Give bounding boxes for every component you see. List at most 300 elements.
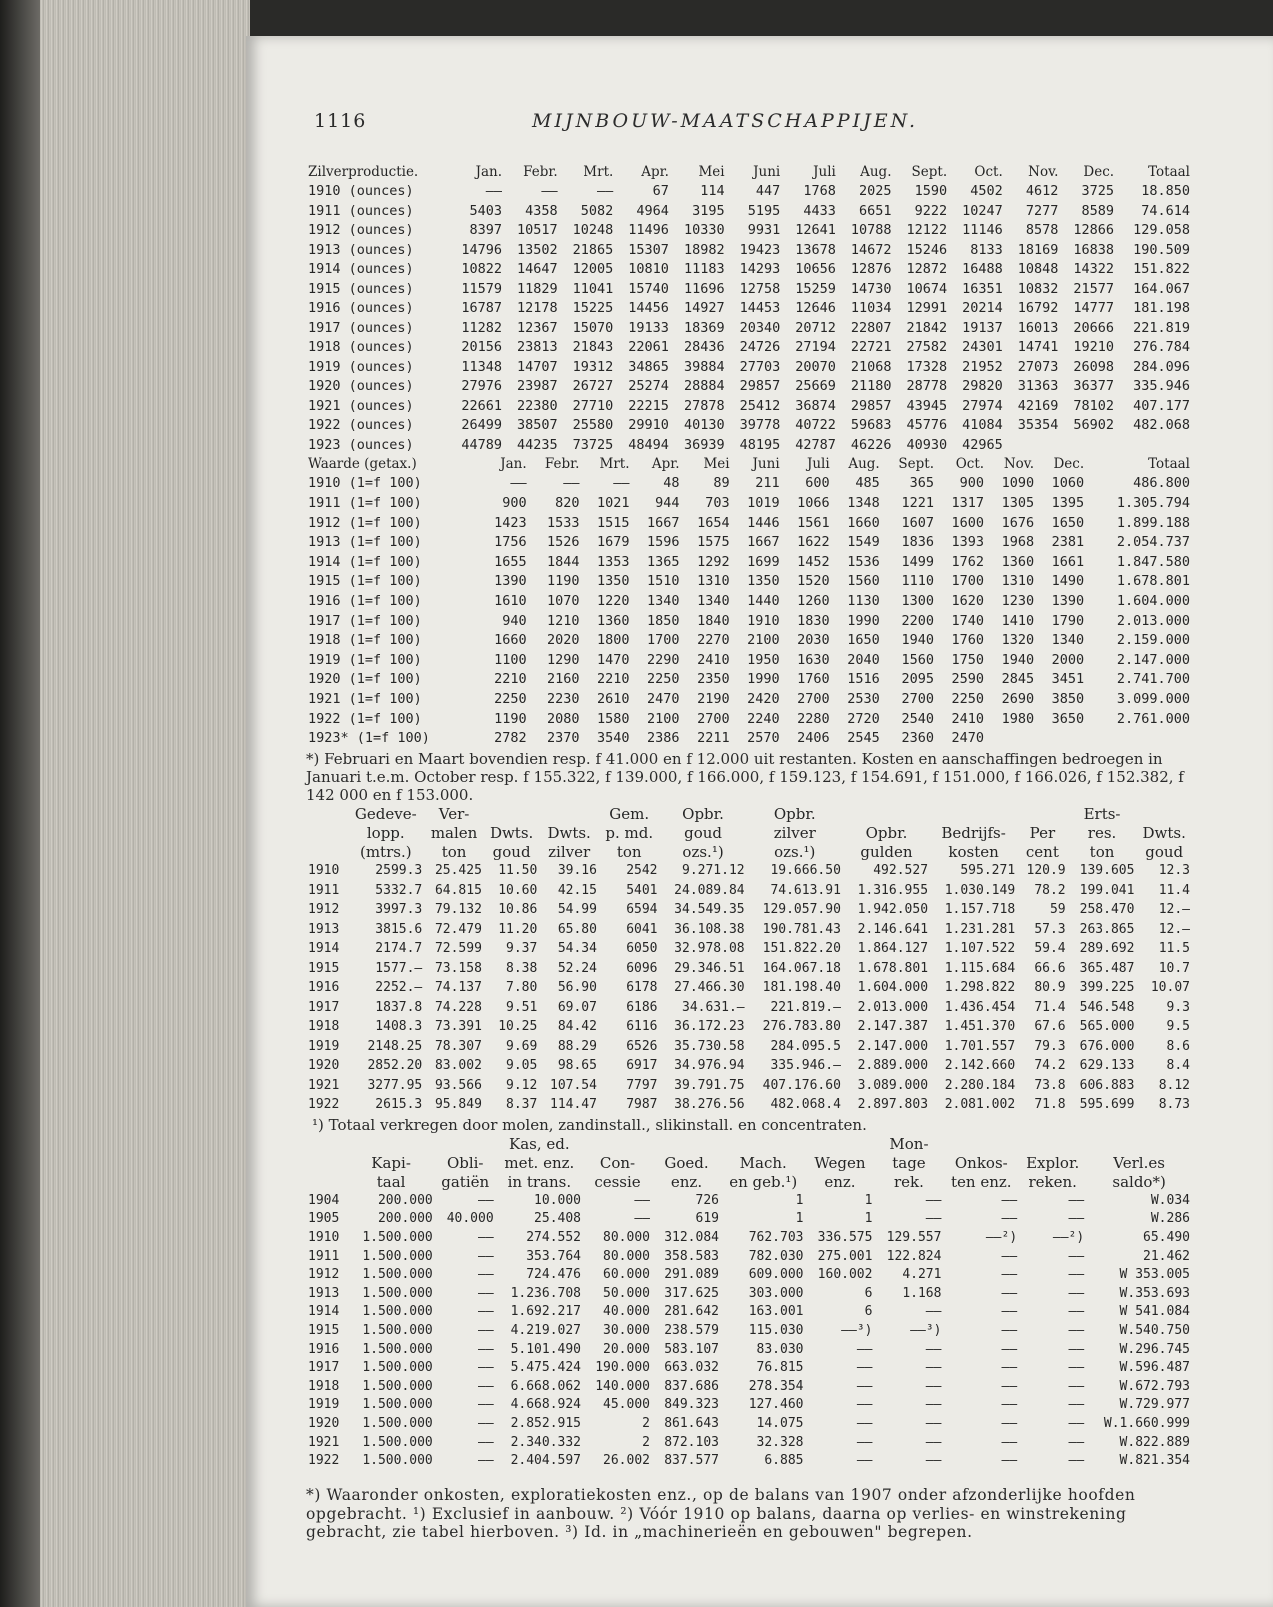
table-row xyxy=(306,978,1192,998)
table-cell: 120.9 xyxy=(1026,863,1066,879)
column-header: enz. xyxy=(670,1172,703,1191)
table-cell: 12991 xyxy=(906,300,948,317)
table-cell: 10330 xyxy=(683,222,725,239)
column-header: Nov. xyxy=(1003,455,1035,472)
balance-footnote: *) Waaronder onkosten, exploratiekosten enz., op de balans van 1907 onder afzonderlijke hoofden opgebracht. ¹) Exclusief in aanbouw. ²) Vóór 1910 op balans, daarna op verlies- en winstrekening gebracht, zie tabel hierboven. ³) Id. in „machinerieën en gebouwen" begrepen. xyxy=(306,1486,1136,1541)
table-row xyxy=(306,357,1192,377)
table-cell: 48494 xyxy=(628,436,669,453)
table-cell: 447 xyxy=(755,183,781,200)
column-header xyxy=(306,1134,347,1153)
table-cell: 29857 xyxy=(850,397,892,414)
table-cell: —— xyxy=(925,1192,942,1208)
table-cell: 15307 xyxy=(628,241,669,258)
table-cell: —— xyxy=(1001,1341,1018,1357)
table-cell: 1600 xyxy=(951,514,985,531)
table-cell: 1676 xyxy=(1001,514,1035,531)
table-cell: 36939 xyxy=(683,436,725,453)
column-header xyxy=(930,804,1017,823)
table-cell: 1910 xyxy=(747,612,780,629)
table-cell: 944 xyxy=(655,494,680,511)
table-cell: 1360 xyxy=(596,612,630,629)
table-cell: 73.158 xyxy=(434,960,482,976)
table-cell: W.672.793 xyxy=(1119,1378,1190,1394)
table-row xyxy=(306,670,1192,690)
table-cell: 164.067.18 xyxy=(762,960,841,976)
column-header: zilver xyxy=(773,823,816,842)
table-row xyxy=(306,240,1192,260)
table-cell: —— xyxy=(925,1341,942,1357)
column-header: tage xyxy=(892,1153,926,1172)
table-cell: 14707 xyxy=(517,358,558,375)
table-cell: 79.132 xyxy=(434,902,482,918)
table-cell: 129.557 xyxy=(886,1229,942,1245)
table-cell: 1100 xyxy=(494,651,527,668)
table-cell: 1317 xyxy=(951,494,985,511)
table-cell: 4502 xyxy=(970,183,1003,200)
table-cell: 20712 xyxy=(795,319,836,336)
table-cell: 2.054.737 xyxy=(1116,534,1190,551)
table-cell: 42965 xyxy=(962,436,1003,453)
table-cell: 163.001 xyxy=(748,1304,804,1320)
table-cell: 73725 xyxy=(572,436,614,453)
table-row xyxy=(306,1210,1192,1229)
table-cell: 1340 xyxy=(1051,632,1085,649)
table-cell: —— xyxy=(925,1304,942,1320)
table-cell: 5082 xyxy=(580,202,614,219)
column-header: rek. xyxy=(894,1172,924,1191)
table-cell: 23987 xyxy=(517,378,558,395)
table-row xyxy=(306,377,1192,397)
table-cell: 10.86 xyxy=(498,902,538,918)
table-cell: 181.198 xyxy=(1133,300,1190,317)
table-cell: 10.000 xyxy=(534,1192,582,1208)
table-cell: 2410 xyxy=(951,710,985,727)
column-header xyxy=(435,1134,496,1153)
column-header: Erts- xyxy=(1083,804,1121,823)
table-cell: 1620 xyxy=(951,592,985,609)
table-cell: 12005 xyxy=(572,261,614,278)
table-cell: 3815.6 xyxy=(375,921,423,937)
table-cell: 12646 xyxy=(795,300,836,317)
column-header: lopp. xyxy=(366,823,405,842)
table-cell: 1350 xyxy=(596,573,630,590)
table-cell: 2240 xyxy=(747,710,780,727)
table-cell: 25580 xyxy=(572,417,614,434)
table-cell: 2470 xyxy=(647,690,680,707)
table-cell: 1395 xyxy=(1051,494,1085,511)
table-cell: 1390 xyxy=(494,573,527,590)
table-row xyxy=(306,1056,1192,1076)
table-cell: 6526 xyxy=(626,1038,658,1054)
table-row xyxy=(306,474,1192,494)
table-cell: 2690 xyxy=(1001,690,1035,707)
table-cell: 1667 xyxy=(647,514,680,531)
table-row xyxy=(306,435,1192,455)
table-cell: 1.500.000 xyxy=(362,1397,433,1413)
table-cell: 3650 xyxy=(1051,710,1085,727)
table-cell: 1.500.000 xyxy=(362,1267,433,1283)
table-cell xyxy=(986,728,1036,748)
row-label: 1922 xyxy=(308,1097,340,1113)
value-table xyxy=(306,454,1192,748)
column-header: Totaal xyxy=(1148,163,1190,180)
table-cell: 107.54 xyxy=(550,1077,597,1093)
table-cell: 15740 xyxy=(628,280,669,297)
table-cell: —— xyxy=(478,1341,494,1357)
table-cell: —— xyxy=(478,1192,494,1208)
table-row xyxy=(306,709,1192,729)
document-page xyxy=(246,36,1273,1607)
table-cell: 12.— xyxy=(1158,921,1190,937)
table-cell: 28884 xyxy=(683,378,725,395)
table-cell: 14777 xyxy=(1073,300,1115,317)
table-cell: 31363 xyxy=(1017,378,1059,395)
table-cell: 11.50 xyxy=(498,863,538,879)
table-cell: 1021 xyxy=(596,494,630,511)
table-cell: 335.946 xyxy=(1133,378,1190,395)
table-cell: 629.133 xyxy=(1079,1058,1135,1074)
table-cell: 80.000 xyxy=(603,1248,650,1264)
table-cell: 18982 xyxy=(683,241,725,258)
table-cell: 2.147.387 xyxy=(857,1019,929,1035)
table-header-row xyxy=(306,454,1192,474)
table-cell xyxy=(1005,435,1061,455)
table-cell: 21068 xyxy=(850,358,892,375)
table-cell: 2.852.915 xyxy=(510,1415,582,1431)
table-cell: 6917 xyxy=(626,1058,658,1074)
table-cell: 26.002 xyxy=(603,1453,650,1469)
row-label: 1914 xyxy=(308,941,340,957)
table-cell xyxy=(1086,728,1192,748)
table-cell: 17328 xyxy=(906,358,948,375)
table-cell: 1360 xyxy=(1001,553,1035,570)
table-cell: 275.001 xyxy=(817,1248,873,1264)
column-header: Apr. xyxy=(641,163,669,180)
table-cell: —— xyxy=(856,1341,873,1357)
table-cell: 22721 xyxy=(850,339,892,356)
table-cell: 1850 xyxy=(647,612,680,629)
table-cell: 1610 xyxy=(494,592,527,609)
table-cell: 1800 xyxy=(596,632,630,649)
table-cell: 11496 xyxy=(628,222,669,239)
table-cell: ——²) xyxy=(1052,1229,1085,1245)
column-header: Waarde (getax.) xyxy=(308,455,417,472)
table-row xyxy=(306,591,1192,611)
table-cell: 2250 xyxy=(494,690,527,707)
table-cell: —— xyxy=(925,1434,942,1450)
table-cell: —— xyxy=(1068,1267,1085,1283)
table-cell: 23813 xyxy=(517,339,558,356)
table-cell: 25274 xyxy=(628,378,669,395)
table-cell: —— xyxy=(1001,1397,1018,1413)
row-label: 1916 xyxy=(308,980,340,996)
table-cell: —— xyxy=(1001,1415,1018,1431)
table-cell: 1.030.149 xyxy=(944,882,1016,898)
table-cell: 1699 xyxy=(747,553,780,570)
table-cell: 1300 xyxy=(901,592,935,609)
row-label: 1911 (ounces) xyxy=(308,202,414,219)
table-cell: 609.000 xyxy=(748,1267,804,1283)
table-cell: 2610 xyxy=(596,690,630,707)
table-cell: 1390 xyxy=(1051,592,1085,609)
table-cell: 34.631.— xyxy=(682,999,745,1015)
table-row xyxy=(306,572,1192,592)
table-cell: 65.490 xyxy=(1143,1229,1190,1245)
column-header: Goed. xyxy=(664,1153,709,1172)
column-header: Ver- xyxy=(438,804,470,823)
table-cell: 20070 xyxy=(795,358,836,375)
table-row xyxy=(306,1284,1192,1303)
table-cell: 1844 xyxy=(546,553,580,570)
table-cell: 1655 xyxy=(494,553,527,570)
table-cell: 29857 xyxy=(739,378,781,395)
table-cell: 122.824 xyxy=(886,1248,942,1264)
table-cell: 6096 xyxy=(626,960,658,976)
table-cell: 6 xyxy=(864,1285,873,1301)
table-cell: 1840 xyxy=(697,612,730,629)
table-cell: 39.791.75 xyxy=(674,1077,745,1093)
table-cell: 11041 xyxy=(572,280,614,297)
table-cell: 1.847.580 xyxy=(1116,553,1190,570)
table-cell: 129.057.90 xyxy=(762,902,841,918)
column-header: Juli xyxy=(806,455,830,472)
table-cell: 358.583 xyxy=(664,1248,719,1264)
column-header xyxy=(721,1134,806,1153)
table-cell: 1.500.000 xyxy=(362,1285,433,1301)
table-cell: 1019 xyxy=(747,494,780,511)
row-label: 1910 (1=f 100) xyxy=(308,475,422,492)
table-cell: 20156 xyxy=(461,339,503,356)
table-cell: 1.899.188 xyxy=(1116,514,1190,531)
table-row xyxy=(306,182,1192,202)
table-cell: 15259 xyxy=(795,280,836,297)
table-header-row xyxy=(306,1172,1192,1191)
table-cell: 9.37 xyxy=(506,941,538,957)
table-cell: 26499 xyxy=(461,417,503,434)
column-header xyxy=(306,1172,347,1191)
table-cell: 22661 xyxy=(461,397,503,414)
table-cell: —— xyxy=(597,183,614,200)
table-cell: 276.784 xyxy=(1133,339,1190,356)
table-cell: 11.5 xyxy=(1158,941,1190,957)
table-row xyxy=(306,1433,1192,1452)
table-cell: 1066 xyxy=(797,494,830,511)
table-cell: 3195 xyxy=(692,202,725,219)
row-label: 1921 (ounces) xyxy=(308,397,414,414)
table-cell: —— xyxy=(925,1397,942,1413)
column-header xyxy=(1086,1134,1192,1153)
table-cell: 14647 xyxy=(517,261,558,278)
column-header: ton xyxy=(616,842,642,861)
table-cell: 67.6 xyxy=(1034,1019,1066,1035)
table-cell: 2.404.597 xyxy=(510,1453,582,1469)
table-cell: 14927 xyxy=(683,300,725,317)
table-cell: 32.978.08 xyxy=(674,941,745,957)
table-cell: 1760 xyxy=(797,671,830,688)
row-label: 1911 (1=f 100) xyxy=(308,494,422,511)
table-cell: 2080 xyxy=(546,710,580,727)
table-row xyxy=(306,1228,1192,1247)
table-cell: 2290 xyxy=(647,651,680,668)
column-header: Opbr. xyxy=(773,804,816,823)
table-cell: 1230 xyxy=(1001,592,1035,609)
table-cell: 872.103 xyxy=(664,1434,719,1450)
table-cell: 19312 xyxy=(572,358,614,375)
table-cell: 849.323 xyxy=(664,1397,719,1413)
table-cell: 8.4 xyxy=(1166,1058,1190,1074)
table-row xyxy=(306,650,1192,670)
row-label: 1923* (1=f 100) xyxy=(308,730,430,747)
table-cell: 10.60 xyxy=(498,882,538,898)
table-cell: 7277 xyxy=(1025,202,1059,219)
table-cell: 1830 xyxy=(797,612,830,629)
table-row xyxy=(306,1303,1192,1322)
table-cell: 211 xyxy=(755,475,780,492)
table-cell: 1750 xyxy=(951,651,985,668)
table-cell: 2 xyxy=(642,1434,650,1450)
table-cell: 1740 xyxy=(951,612,985,629)
table-cell: 2700 xyxy=(797,690,830,707)
table-cell: 1560 xyxy=(901,651,935,668)
table-cell: 782.030 xyxy=(748,1248,804,1264)
table-cell: 1.305.794 xyxy=(1116,494,1190,511)
table-cell: 3850 xyxy=(1051,690,1085,707)
table-cell: 492.527 xyxy=(873,863,929,879)
table-cell: 18369 xyxy=(683,319,725,336)
table-cell: 40930 xyxy=(906,436,948,453)
table-cell: 9931 xyxy=(747,222,781,239)
table-cell: 19210 xyxy=(1073,339,1115,356)
row-label: 1912 (1=f 100) xyxy=(308,514,422,531)
table-cell: —— xyxy=(1001,1322,1018,1338)
table-row xyxy=(306,318,1192,338)
table-cell: 2100 xyxy=(747,632,780,649)
table-cell: —— xyxy=(1001,1211,1018,1227)
table-cell: 11.4 xyxy=(1158,882,1190,898)
column-header: gulden xyxy=(860,842,913,861)
table-cell: 1516 xyxy=(847,671,880,688)
table-cell: 164.067 xyxy=(1133,280,1190,297)
table-cell: —— xyxy=(1001,1267,1018,1283)
column-header: Dwts. xyxy=(1142,823,1186,842)
table-cell: 2570 xyxy=(747,730,780,747)
table-cell: 2040 xyxy=(847,651,880,668)
table-cell: 1305 xyxy=(1001,494,1035,511)
table-cell: 20666 xyxy=(1073,319,1115,336)
table-cell: 38.276.56 xyxy=(674,1097,745,1113)
table-cell: 3997.3 xyxy=(375,902,423,918)
table-cell: 11034 xyxy=(850,300,892,317)
table-cell: 4.271 xyxy=(902,1267,942,1283)
table-cell: 5.475.424 xyxy=(510,1360,582,1376)
table-cell: 407.176.60 xyxy=(762,1077,841,1093)
table-cell: 1320 xyxy=(1001,632,1035,649)
table-cell: —— xyxy=(478,1415,494,1431)
table-cell: 6594 xyxy=(626,902,658,918)
table-cell: —— xyxy=(925,1211,942,1227)
table-cell: 2.013.000 xyxy=(857,999,929,1015)
table-cell: 663.032 xyxy=(664,1360,719,1376)
table-cell: 2720 xyxy=(847,710,880,727)
table-cell: 1.500.000 xyxy=(362,1229,433,1245)
table-cell: 1340 xyxy=(697,592,730,609)
table-row xyxy=(306,201,1192,221)
table-cell: 1.678.801 xyxy=(1116,573,1190,590)
table-row xyxy=(306,1037,1192,1057)
table-cell: 8578 xyxy=(1025,222,1059,239)
table-cell: 25.425 xyxy=(434,863,482,879)
table-cell: —— xyxy=(1001,1360,1018,1376)
table-cell: 837.577 xyxy=(664,1453,719,1469)
table-cell: 1679 xyxy=(596,534,630,551)
table-header-row xyxy=(306,1153,1192,1172)
table-cell: W.353.693 xyxy=(1119,1285,1190,1301)
table-row xyxy=(306,279,1192,299)
table-cell: 2360 xyxy=(901,730,935,747)
table-cell: 10656 xyxy=(795,261,836,278)
table-cell: 1490 xyxy=(1051,573,1085,590)
table-header-row xyxy=(306,1134,1192,1153)
table-cell: 274.552 xyxy=(526,1229,582,1245)
table-cell: 407.177 xyxy=(1133,397,1190,414)
table-cell: 21865 xyxy=(572,241,614,258)
table-cell: 151.822 xyxy=(1133,261,1190,278)
table-cell: —— xyxy=(485,183,503,200)
table-cell: 14796 xyxy=(461,241,503,258)
column-header: Aug. xyxy=(860,163,892,180)
column-header xyxy=(652,1134,721,1153)
row-label: 1912 xyxy=(308,902,340,918)
table-cell: 1.500.000 xyxy=(362,1304,433,1320)
table-cell: 1350 xyxy=(747,573,780,590)
table-cell: 3451 xyxy=(1051,671,1085,688)
column-header: Jan. xyxy=(475,163,503,180)
column-header xyxy=(943,1134,1019,1153)
table-cell: 1667 xyxy=(747,534,780,551)
table-cell: 1440 xyxy=(747,592,780,609)
table-cell: 52.24 xyxy=(557,960,597,976)
column-header: Con- xyxy=(599,1153,636,1172)
table-row xyxy=(306,689,1192,709)
table-cell: 73.391 xyxy=(434,1019,482,1035)
column-header: in trans. xyxy=(507,1172,572,1191)
table-cell: 2599.3 xyxy=(375,863,423,879)
row-label: 1905 xyxy=(308,1211,340,1227)
table-row xyxy=(306,1377,1192,1396)
table-cell: W.1.660.999 xyxy=(1103,1415,1190,1431)
row-label: 1904 xyxy=(308,1192,340,1208)
row-label: 1917 (1=f 100) xyxy=(308,612,422,629)
table-cell: 41084 xyxy=(962,417,1003,434)
table-cell: 42169 xyxy=(1017,397,1059,414)
table-row xyxy=(306,1358,1192,1377)
table-cell: 78.2 xyxy=(1034,882,1066,898)
table-cell: 263.865 xyxy=(1079,921,1135,937)
table-cell: 583.107 xyxy=(664,1341,719,1357)
table-cell: 1990 xyxy=(847,612,880,629)
table-cell: 399.225 xyxy=(1079,980,1135,996)
table-cell: W.034 xyxy=(1150,1192,1190,1208)
table-cell: 160.002 xyxy=(817,1267,873,1283)
table-cell: 76.815 xyxy=(756,1360,804,1376)
table-cell: 5.101.490 xyxy=(510,1341,582,1357)
table-cell: 2211 xyxy=(697,730,730,747)
table-cell: 5403 xyxy=(469,202,503,219)
table-cell: 1410 xyxy=(1001,612,1035,629)
table-cell: W.729.977 xyxy=(1119,1397,1190,1413)
table-cell: 65.80 xyxy=(557,921,597,937)
table-cell: 115.030 xyxy=(748,1322,804,1338)
